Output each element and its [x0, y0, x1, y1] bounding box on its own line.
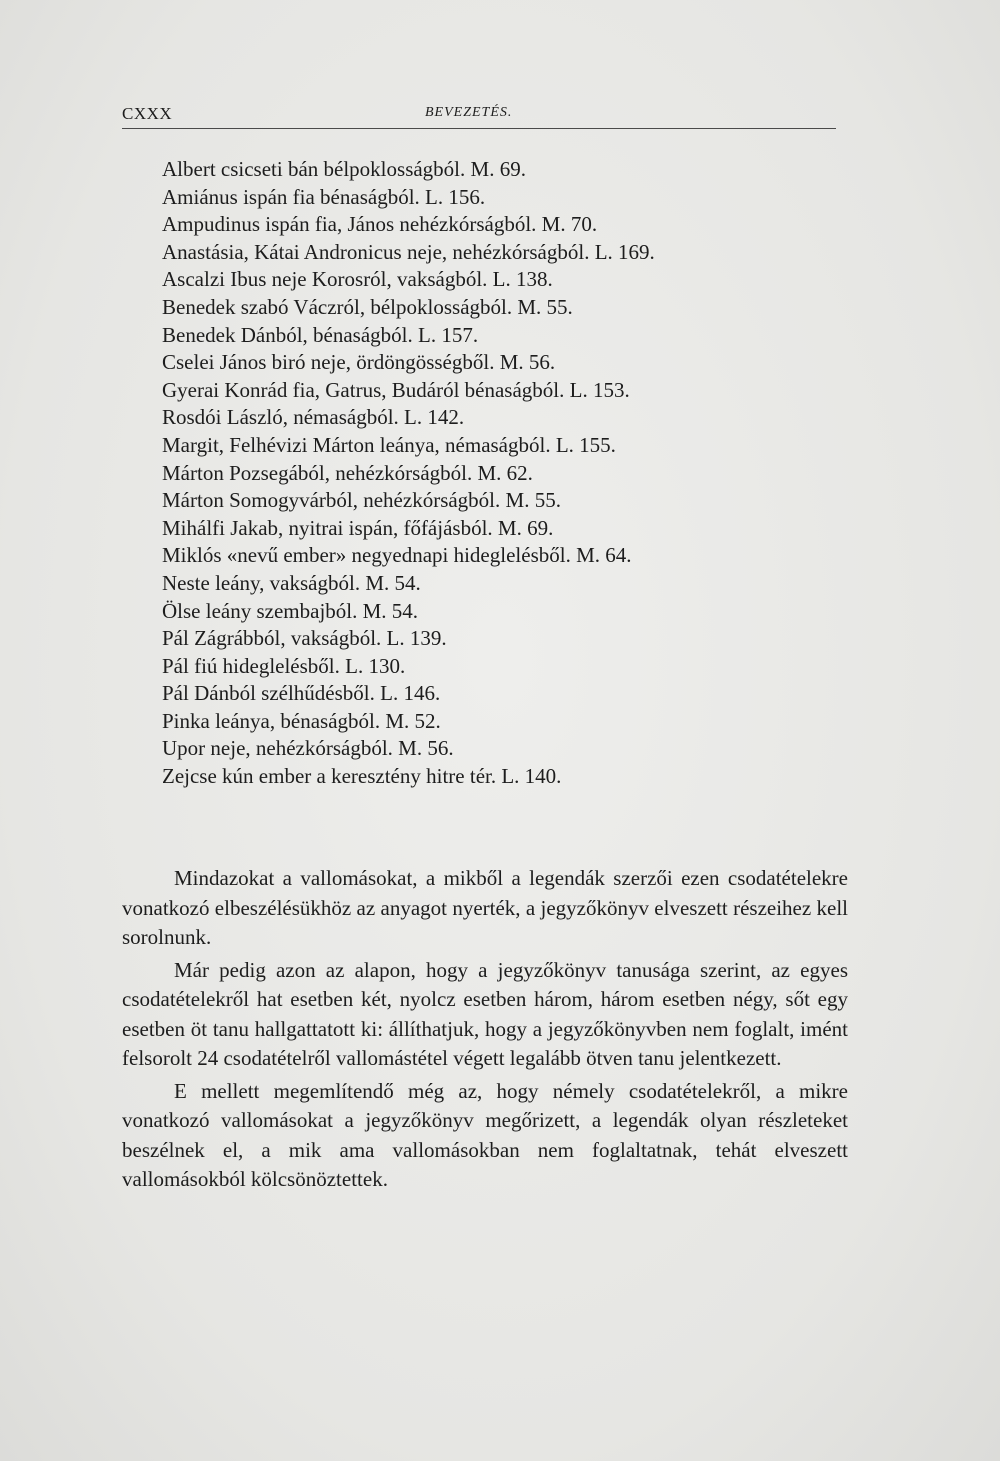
list-item: Gyerai Konrád fia, Gatrus, Budáról bénaságból. L. 153.: [162, 377, 630, 402]
paragraph: E mellett megemlítendő még az, hogy némely csodatételekről, a mikre vonatkozó vallomásokat a jegyzőkönyv megőrizett, a legendák olyan részleteket beszélnek el, a mik ama vallomásokban nem foglaltatnak, tehát elveszett vallomásokból kölcsönöztettek.: [122, 1078, 848, 1191]
list-item: Amiánus ispán fia bénaságból. L. 156.: [162, 184, 486, 209]
list-item: Pál fiú hideglelésből. L. 130.: [162, 653, 406, 678]
body-text: [122, 864, 848, 1195]
list-item: Márton Pozsegából, nehézkórságból. M. 62.: [162, 460, 533, 485]
paragraph: Mindazokat a vallomásokat, a mikből a legendák szerzői ezen csodatételekre vonatkozó elbeszélésükhöz az anyagot nyerték, a jegyzőkönyv elveszett részeihez kell sorolnunk.: [122, 866, 848, 949]
list-item: Benedek szabó Váczról, bélpoklosságból. M. 55.: [162, 294, 573, 319]
list-item: Benedek Dánból, bénaságból. L. 157.: [162, 322, 479, 347]
list-item: Ölse leány szembajból. M. 54.: [162, 598, 419, 623]
page-number: CXXX: [122, 104, 173, 123]
list-item: Albert csicseti bán bélpoklosságból. M. 69.: [162, 157, 526, 181]
list-item: Zejcse kún ember a keresztény hitre tér. L. 140.: [162, 764, 562, 789]
list-item: Rosdói László, némaságból. L. 142.: [162, 405, 465, 430]
list-item: Upor neje, nehézkórságból. M. 56.: [162, 736, 454, 761]
running-title: BEVEZETÉS.: [425, 105, 513, 120]
list-item: Ascalzi Ibus neje Korosról, vakságból. L. 138.: [162, 267, 553, 292]
header-rule: [122, 128, 836, 129]
list-item: Pinka leánya, bénaságból. M. 52.: [162, 708, 441, 733]
list-item: Ampudinus ispán fia, János nehézkórságból. M. 70.: [162, 212, 598, 237]
list-item: Neste leány, vakságból. M. 54.: [162, 570, 421, 595]
page-header: [122, 104, 838, 128]
list-item: Miklós «nevű ember» negyednapi hideglelésből. M. 64.: [162, 543, 632, 568]
paragraph: Már pedig azon az alapon, hogy a jegyzőkönyv tanusága szerint, az egyes csodatételekről hat esetben két, nyolcz esetben három, három esetben négy, sőt egy esetben öt tanu hallgattatott ki: állíthatjuk, hogy a jegyzőkönyvben nem foglalt, imént felsorolt 24 csodatételről vallomástétel végett legalább ötven tanu jelentkezett.: [122, 957, 848, 1070]
list-item: Márton Somogyvárból, nehézkórságból. M. 55.: [162, 488, 561, 513]
list-item: Anastásia, Kátai Andronicus neje, nehézkórságból. L. 169.: [162, 239, 655, 264]
list-item: Mihálfi Jakab, nyitrai ispán, főfájásból. M. 69.: [162, 515, 554, 540]
list-item: Pál Zágrábból, vakságból. L. 139.: [162, 626, 447, 651]
list-item: Margit, Felhévizi Márton leánya, némaságból. L. 155.: [162, 432, 616, 457]
list-item: Pál Dánból szélhűdésből. L. 146.: [162, 681, 441, 706]
miracle-list: [162, 156, 852, 791]
list-item: Cselei János biró neje, ördöngösségből. M. 56.: [162, 350, 556, 375]
